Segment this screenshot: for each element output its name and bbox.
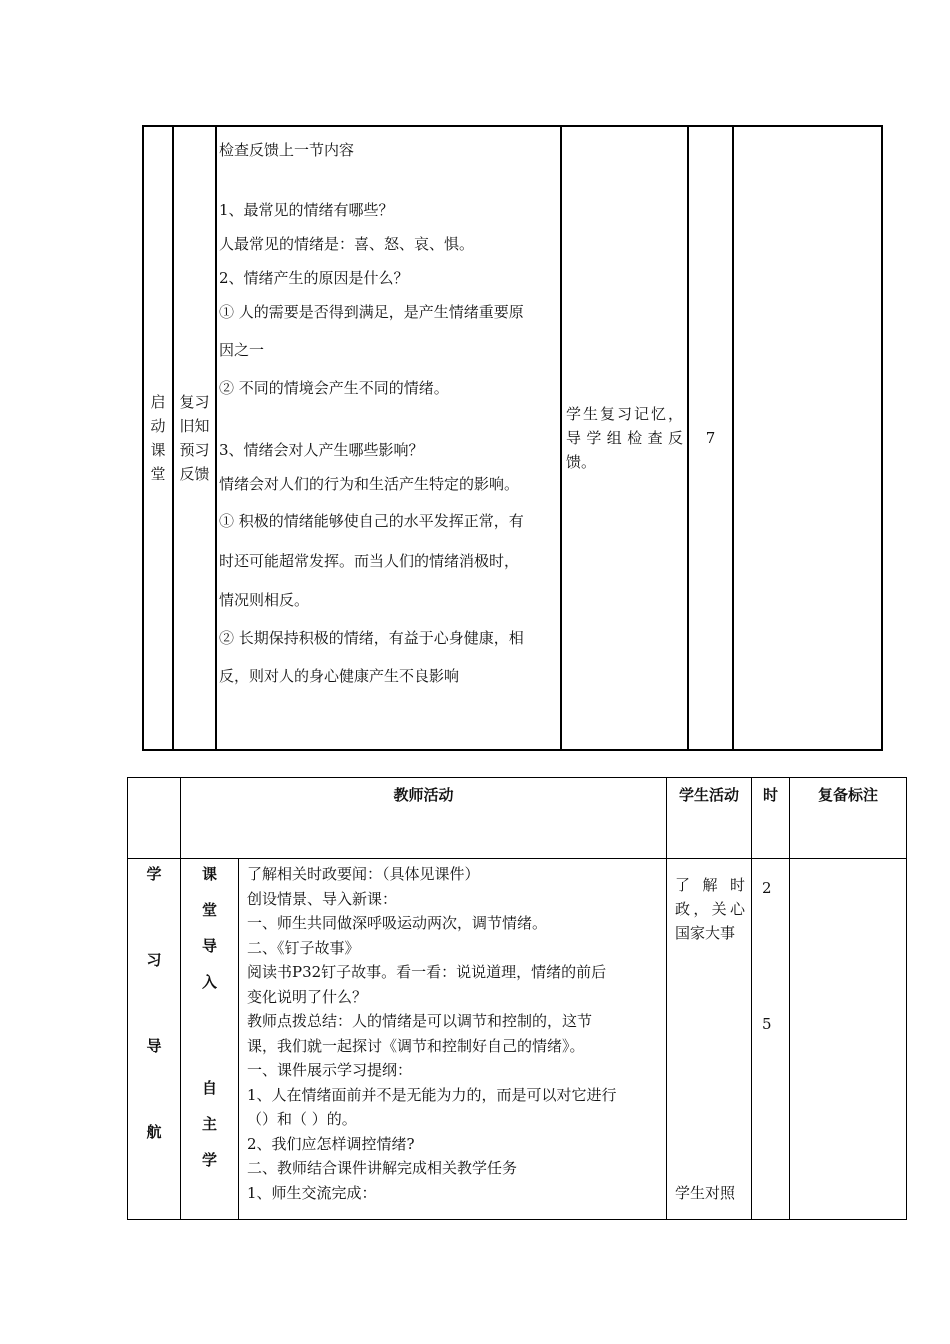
header-time: 时	[752, 778, 790, 859]
review-line: 反，则对人的身心健康产生不良影响	[219, 667, 460, 685]
stage-char: 堂	[201, 901, 217, 919]
time-value: 5	[762, 1015, 772, 1033]
step-cell	[173, 126, 216, 750]
teacher-line: 课，我们就一起探讨《调节和控制好自己的情绪》。	[247, 1036, 585, 1055]
section-char: 导	[146, 1037, 162, 1055]
review-content-cell	[216, 126, 561, 750]
teacher-line: 阅读书P32钉子故事。看一看：说说道理，情绪的前后	[247, 963, 607, 981]
student-activity-cell	[561, 126, 688, 750]
teacher-line: 1、人在情绪面前并不是无能为力的，而是可以对它进行	[247, 1085, 617, 1104]
phase-char: 堂	[150, 465, 166, 483]
stage-char: 学	[201, 1151, 217, 1169]
lesson-table	[127, 777, 907, 1220]
time-cell	[688, 126, 733, 750]
review-line: ① 积极的情绪能够使自己的水平发挥正常，有	[219, 512, 524, 530]
section-char: 习	[146, 951, 162, 969]
header-blank	[128, 778, 181, 859]
notes-cell	[790, 859, 907, 1220]
review-line: ① 人的需要是否得到满足，是产生情绪重要原	[219, 303, 524, 321]
time-cell	[752, 859, 790, 1220]
review-line: 2、情绪产生的原因是什么？	[219, 269, 409, 287]
phase-char: 启	[150, 393, 166, 411]
teacher-line: 2、我们应怎样调控情绪?	[247, 1134, 415, 1153]
student-activity-text: 了解时政，关心国家大事	[675, 876, 746, 942]
step-line: 预习	[179, 441, 210, 459]
review-heading: 检查反馈上一节内容	[219, 141, 355, 159]
review-line: 因之一	[219, 341, 265, 359]
review-line: ② 不同的情境会产生不同的情绪。	[219, 379, 449, 397]
teacher-line: 创设情景、导入新课：	[247, 889, 398, 908]
step-line: 旧知	[179, 417, 210, 435]
step-line: 反馈	[179, 465, 210, 483]
header-student-activity: 学生活动	[667, 778, 752, 859]
stage-char: 导	[201, 937, 217, 955]
notes-cell	[733, 126, 882, 750]
section-cell	[128, 859, 181, 1220]
teacher-line: 了解相关时政要闻：（具体见课件）	[247, 865, 480, 883]
review-line: 人最常见的情绪是：喜、怒、哀、惧。	[219, 235, 475, 253]
phase-char: 动	[150, 417, 166, 435]
teacher-line: 一、师生共同做深呼吸运动两次，调节情绪。	[247, 914, 548, 932]
time-value: 7	[705, 429, 716, 447]
review-table	[142, 125, 883, 751]
section-char: 航	[146, 1123, 162, 1141]
teacher-line: 1、师生交流完成：	[247, 1183, 377, 1202]
teacher-line: 二、教师结合课件讲解完成相关教学任务	[247, 1159, 518, 1177]
student-activity-cell	[667, 859, 752, 1220]
stage-char: 课	[201, 865, 217, 883]
teacher-line: 变化说明了什么？	[247, 987, 368, 1006]
header-teacher-activity: 教师活动	[181, 778, 667, 859]
review-line: 1、最常见的情绪有哪些？	[219, 201, 394, 219]
review-line: 情绪会对人们的行为和生活产生特定的影响。	[219, 475, 520, 493]
teacher-line: 二、《钉子故事》	[247, 938, 360, 957]
section-char: 学	[146, 865, 162, 883]
teacher-activity-cell	[239, 859, 667, 1220]
stage-cell	[181, 859, 239, 1220]
phase-char: 课	[150, 441, 166, 459]
review-line: 情况则相反。	[219, 591, 310, 609]
header-notes: 复备标注	[790, 778, 907, 859]
stage-char: 自	[201, 1079, 217, 1097]
teacher-line: （）和（ ）的。	[247, 1110, 357, 1128]
phase-cell	[143, 126, 173, 750]
step-line: 复习	[179, 393, 210, 411]
time-value: 2	[762, 879, 772, 897]
teacher-line: 教师点拨总结：人的情绪是可以调节和控制的，这节	[247, 1012, 593, 1030]
stage-char: 主	[201, 1115, 217, 1133]
stage-char: 入	[201, 973, 217, 991]
teacher-line: 一、课件展示学习提纲：	[247, 1061, 413, 1079]
review-line: 3、情绪会对人产生哪些影响？	[219, 441, 424, 459]
review-line: ② 长期保持积极的情绪，有益于心身健康，相	[219, 629, 524, 647]
review-line: 时还可能超常发挥。而当人们的情绪消极时，	[219, 552, 520, 570]
student-activity-text: 学生复习记忆，导学组检查反馈。	[566, 405, 683, 471]
student-activity-text: 学生对照	[675, 1184, 736, 1202]
